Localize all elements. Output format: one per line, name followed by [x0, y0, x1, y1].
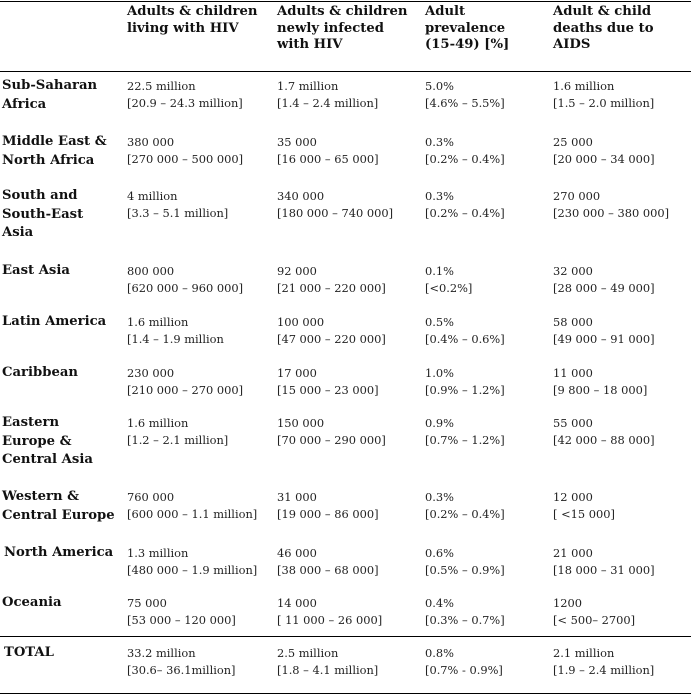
infected-value: 1.7 million [277, 79, 339, 93]
infected-range: [16 000 – 65 000] [277, 152, 379, 166]
living-with-hiv-cell [127, 263, 243, 297]
prevalence-cell [425, 489, 505, 523]
infected-range: [1.4 – 2.4 million] [277, 96, 379, 110]
infected-value: 14 000 [277, 596, 317, 610]
deaths-cell [553, 645, 654, 679]
infected-range: [38 000 – 68 000] [277, 563, 379, 577]
region-label: Middle East & North Africa [2, 134, 107, 168]
prevalence-range: [0.3% – 0.7%] [425, 613, 505, 627]
newly-infected-cell [277, 645, 378, 679]
total-label: TOTAL [4, 645, 54, 660]
newly-infected-cell [277, 489, 379, 523]
infected-value: 2.5 million [277, 646, 339, 660]
living-value: 75 000 [127, 596, 167, 610]
infected-value: 31 000 [277, 490, 317, 504]
deaths-range: [ <15 000] [553, 507, 615, 521]
infected-range: [47 000 – 220 000] [277, 332, 386, 346]
prevalence-cell [425, 134, 505, 168]
header-newly-infected: Adults & children newly infected with HIV [277, 4, 408, 53]
newly-infected-cell [277, 415, 386, 449]
prevalence-cell [425, 263, 472, 297]
infected-value: 100 000 [277, 315, 325, 329]
deaths-cell [553, 365, 647, 399]
prevalence-range: [0.4% – 0.6%] [425, 332, 505, 346]
prevalence-value: 0.1% [425, 264, 454, 278]
deaths-value: 1.6 million [553, 79, 615, 93]
living-value: 760 000 [127, 490, 175, 504]
header-adult-prevalence: Adult prevalence (15-49) [%] [425, 4, 510, 53]
infected-value: 46 000 [277, 546, 317, 560]
newly-infected-cell [277, 314, 386, 348]
infected-range: [ 11 000 – 26 000] [277, 613, 383, 627]
prevalence-range: [0.2% – 0.4%] [425, 507, 505, 521]
living-range: [1.4 – 1.9 million [127, 332, 224, 346]
infected-range: [1.8 – 4.1 million] [277, 663, 379, 677]
region-label: East Asia [2, 263, 70, 278]
region-label: South and South-East Asia [2, 188, 84, 240]
prevalence-cell [425, 645, 503, 679]
prevalence-range: [0.7% – 1.2%] [425, 433, 505, 447]
deaths-cell [553, 263, 655, 297]
region-label: Sub-Saharan Africa [2, 78, 98, 112]
living-with-hiv-cell [127, 78, 243, 112]
deaths-range: [230 000 – 380 000] [553, 206, 670, 220]
region-label: North America [4, 545, 114, 560]
living-value: 22.5 million [127, 79, 196, 93]
deaths-value: 32 000 [553, 264, 593, 278]
prevalence-range: [4.6% – 5.5%] [425, 96, 505, 110]
living-with-hiv-cell [127, 415, 228, 449]
newly-infected-cell [277, 263, 386, 297]
infected-value: 340 000 [277, 189, 325, 203]
region-label: Caribbean [2, 365, 78, 380]
prevalence-value: 0.3% [425, 189, 454, 203]
prevalence-value: 5.0% [425, 79, 454, 93]
deaths-cell [553, 415, 655, 449]
infected-value: 35 000 [277, 135, 317, 149]
prevalence-cell [425, 365, 505, 399]
living-with-hiv-cell [127, 595, 236, 629]
prevalence-cell [425, 78, 505, 112]
living-range: [20.9 – 24.3 million] [127, 96, 243, 110]
prevalence-range: [0.5% – 0.9%] [425, 563, 505, 577]
prevalence-value: 1.0% [425, 366, 454, 380]
deaths-range: [42 000 – 88 000] [553, 433, 655, 447]
prevalence-value: 0.9% [425, 416, 454, 430]
deaths-cell [553, 489, 615, 523]
header-living-with-hiv: Adults & children living with HIV [127, 4, 258, 36]
infected-range: [19 000 – 86 000] [277, 507, 379, 521]
living-with-hiv-cell [127, 365, 243, 399]
living-range: [600 000 – 1.1 million] [127, 507, 258, 521]
region-label: Eastern Europe & Central Asia [2, 415, 93, 467]
deaths-range: [18 000 – 31 000] [553, 563, 655, 577]
prevalence-range: [0.9% – 1.2%] [425, 383, 505, 397]
header-rule [0, 71, 691, 72]
infected-range: [180 000 – 740 000] [277, 206, 394, 220]
deaths-value: 1200 [553, 596, 582, 610]
prevalence-value: 0.6% [425, 546, 454, 560]
header-deaths-due-to-aids: Adult & child deaths due to AIDS [553, 4, 654, 53]
deaths-value: 58 000 [553, 315, 593, 329]
living-value: 800 000 [127, 264, 175, 278]
living-with-hiv-cell [127, 134, 243, 168]
deaths-cell [553, 545, 655, 579]
living-with-hiv-cell [127, 645, 236, 679]
deaths-value: 2.1 million [553, 646, 615, 660]
deaths-cell [553, 314, 655, 348]
living-with-hiv-cell [127, 188, 228, 222]
newly-infected-cell [277, 188, 393, 222]
infected-range: [70 000 – 290 000] [277, 433, 386, 447]
newly-infected-cell [277, 595, 382, 629]
deaths-cell [553, 78, 654, 112]
prevalence-value: 0.3% [425, 135, 454, 149]
deaths-value: 55 000 [553, 416, 593, 430]
total-rule [0, 636, 691, 637]
deaths-value: 12 000 [553, 490, 593, 504]
deaths-value: 11 000 [553, 366, 593, 380]
living-range: [30.6– 36.1million] [127, 663, 236, 677]
living-with-hiv-cell [127, 545, 257, 579]
deaths-range: [1.5 – 2.0 million] [553, 96, 655, 110]
prevalence-range: [0.2% – 0.4%] [425, 206, 505, 220]
prevalence-value: 0.5% [425, 315, 454, 329]
newly-infected-cell [277, 78, 378, 112]
infected-value: 92 000 [277, 264, 317, 278]
living-value: 230 000 [127, 366, 175, 380]
prevalence-range: [0.2% – 0.4%] [425, 152, 505, 166]
deaths-cell [553, 595, 635, 629]
living-value: 1.6 million [127, 315, 189, 329]
prevalence-cell [425, 188, 505, 222]
living-range: [53 000 – 120 000] [127, 613, 236, 627]
living-range: [1.2 – 2.1 million] [127, 433, 229, 447]
newly-infected-cell [277, 545, 379, 579]
deaths-range: [1.9 – 2.4 million] [553, 663, 655, 677]
deaths-range: [9 800 – 18 000] [553, 383, 648, 397]
deaths-value: 21 000 [553, 546, 593, 560]
deaths-cell [553, 134, 655, 168]
living-with-hiv-cell [127, 489, 257, 523]
prevalence-cell [425, 415, 505, 449]
newly-infected-cell [277, 134, 379, 168]
prevalence-cell [425, 545, 505, 579]
table-top-rule [0, 1, 691, 2]
prevalence-range: [0.7% - 0.9%] [425, 663, 503, 677]
prevalence-range: [<0.2%] [425, 281, 473, 295]
living-range: [3.3 – 5.1 million] [127, 206, 229, 220]
newly-infected-cell [277, 365, 379, 399]
prevalence-value: 0.8% [425, 646, 454, 660]
prevalence-cell [425, 595, 505, 629]
living-range: [480 000 – 1.9 million] [127, 563, 258, 577]
region-label: Western & Central Europe [2, 489, 115, 523]
prevalence-cell [425, 314, 505, 348]
living-range: [210 000 – 270 000] [127, 383, 244, 397]
deaths-value: 25 000 [553, 135, 593, 149]
living-value: 380 000 [127, 135, 175, 149]
living-range: [620 000 – 960 000] [127, 281, 244, 295]
living-value: 1.3 million [127, 546, 189, 560]
prevalence-value: 0.4% [425, 596, 454, 610]
infected-value: 17 000 [277, 366, 317, 380]
living-value: 4 million [127, 189, 178, 203]
region-label: Latin America [2, 314, 107, 329]
deaths-range: [20 000 – 34 000] [553, 152, 655, 166]
living-value: 1.6 million [127, 416, 189, 430]
living-range: [270 000 – 500 000] [127, 152, 244, 166]
infected-range: [21 000 – 220 000] [277, 281, 386, 295]
deaths-range: [< 500– 2700] [553, 613, 636, 627]
infected-range: [15 000 – 23 000] [277, 383, 379, 397]
region-label: Oceania [2, 595, 62, 610]
infected-value: 150 000 [277, 416, 325, 430]
deaths-value: 270 000 [553, 189, 601, 203]
living-value: 33.2 million [127, 646, 196, 660]
living-with-hiv-cell [127, 314, 224, 348]
deaths-range: [49 000 – 91 000] [553, 332, 655, 346]
deaths-cell [553, 188, 669, 222]
table-bottom-rule [0, 693, 691, 694]
prevalence-value: 0.3% [425, 490, 454, 504]
deaths-range: [28 000 – 49 000] [553, 281, 655, 295]
